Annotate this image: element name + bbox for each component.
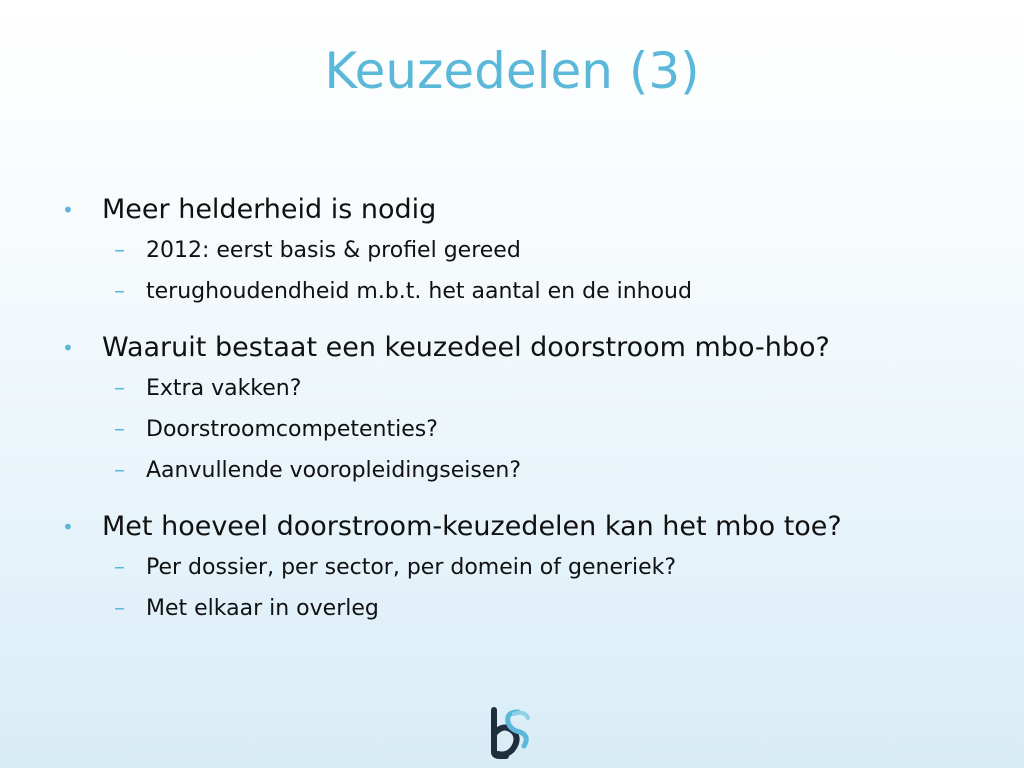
sub-text: Doorstroomcompetenties? <box>146 417 438 442</box>
sub-text: 2012: eerst basis & profiel gereed <box>146 238 521 263</box>
sub-item <box>62 588 992 629</box>
dash-marker: – <box>114 458 125 483</box>
dash-marker: – <box>114 596 125 621</box>
dash-marker: – <box>114 555 125 580</box>
sub-item <box>62 547 992 588</box>
slide-title: Keuzedelen (3) <box>324 42 700 100</box>
sub-item <box>62 230 992 271</box>
sub-item <box>62 271 992 312</box>
bullet-item <box>62 190 992 230</box>
sub-text: Extra vakken? <box>146 376 302 401</box>
sub-item <box>62 450 992 491</box>
dash-marker: – <box>114 279 125 304</box>
dash-marker: – <box>114 238 125 263</box>
organization-logo-icon <box>480 704 536 760</box>
bullet-text: Met hoeveel doorstroom-keuzedelen kan het mbo toe? <box>102 511 842 542</box>
bullet-marker: • <box>62 515 74 539</box>
sub-text: Met elkaar in overleg <box>146 596 379 621</box>
sub-item <box>62 368 992 409</box>
dash-marker: – <box>114 417 125 442</box>
bullet-text: Waaruit bestaat een keuzedeel doorstroom mbo-hbo? <box>102 332 830 363</box>
sub-text: Aanvullende vooropleidingseisen? <box>146 458 522 483</box>
dash-marker: – <box>114 376 125 401</box>
bullet-text: Meer helderheid is nodig <box>102 194 437 225</box>
sub-list <box>62 368 992 491</box>
sub-text: Per dossier, per sector, per domein of generiek? <box>146 555 677 580</box>
slide-content <box>62 190 992 645</box>
sub-list <box>62 547 992 629</box>
bullet-marker: • <box>62 336 74 360</box>
bullet-item <box>62 328 992 368</box>
bullet-marker: • <box>62 198 74 222</box>
sub-text: terughoudendheid m.b.t. het aantal en de inhoud <box>146 279 692 304</box>
bullet-item <box>62 507 992 547</box>
sub-item <box>62 409 992 450</box>
sub-list <box>62 230 992 312</box>
